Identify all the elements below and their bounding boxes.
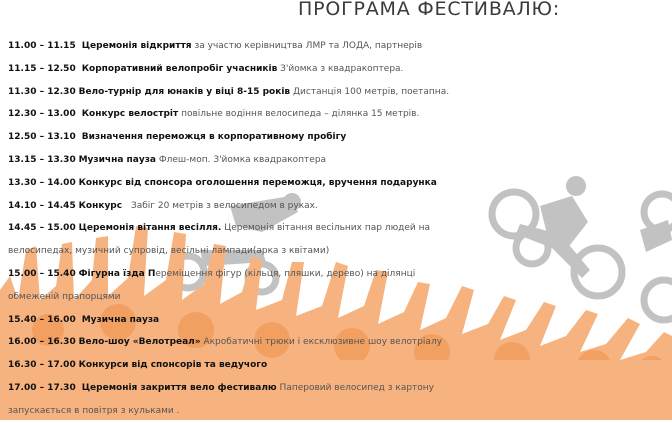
schedule-row: [8, 331, 668, 354]
row-event: Корпоративний велопробіг учасників: [81, 63, 278, 74]
row-event: Конкурс: [78, 200, 123, 211]
row-description: Церемонія вітання весільних пар людей на: [224, 223, 431, 234]
row-event: Музична пауза: [81, 314, 160, 325]
row-time: 11.15 – 12.50: [8, 63, 76, 74]
schedule-row: [8, 35, 668, 58]
row-event: Вело-шоу «Велотреал»: [78, 337, 201, 348]
schedule-row: [8, 172, 668, 195]
row-event: Музична пауза: [78, 154, 157, 165]
schedule-row: [8, 81, 668, 104]
schedule-row: [8, 217, 668, 240]
row-event: Конкурс від спонсора оголошення переможця, вручення подарунка: [78, 177, 437, 188]
row-time: 12.50 – 13.10: [8, 132, 76, 143]
schedule-row: [8, 126, 668, 149]
row-event: Конкурси від спонсорів та ведучого: [78, 360, 268, 371]
row-time: 11.30 – 12.30: [8, 86, 76, 97]
row-description: за участю керівництва ЛМР та ЛОДА, партнерів: [194, 41, 423, 51]
schedule-row: [8, 263, 668, 286]
row-description: обмеженій прапорцями: [8, 291, 121, 302]
festival-schedule: [8, 35, 668, 423]
row-description: З'йомка з квадракоптера.: [280, 63, 404, 74]
row-description: Флеш-моп. З'йомка квадракоптера: [158, 154, 327, 165]
row-event: Церемонія відкриття: [81, 41, 192, 51]
row-event: Церемонія закриття вело фестивалю: [81, 382, 277, 393]
row-description: запускається в повітря з кульками .: [8, 405, 180, 416]
row-description: Акробатичні трюки і ексклюзивне шоу велотріалу: [203, 337, 443, 348]
row-time: 12.30 – 13.00: [8, 109, 76, 120]
page-title: ПРОГРАМА ФЕСТИВАЛЮ:: [298, 0, 561, 20]
row-time: 13.30 – 14.00: [8, 177, 76, 188]
row-time: 13.15 – 13.30: [8, 154, 76, 165]
row-description: Паперовий велосипед з картону: [279, 382, 435, 393]
row-description: ереміщення фігур (кільця, пляшки, дерево) на ділянці: [155, 268, 416, 279]
schedule-row-continuation: [8, 240, 668, 263]
schedule-row: [8, 309, 668, 332]
row-event: Фігурна їзда П: [78, 268, 156, 279]
schedule-row: [8, 195, 668, 218]
row-time: 15.00 – 15.40: [8, 268, 76, 279]
row-time: 15.40 – 16.00: [8, 314, 76, 325]
schedule-row: [8, 377, 668, 400]
row-time: 16.30 – 17.00: [8, 360, 76, 371]
row-description: Дистанція 100 метрів, поетапна.: [293, 86, 450, 97]
row-event: Конкурс велострiт: [81, 109, 179, 120]
schedule-row-continuation: [8, 400, 668, 423]
row-time: 16.00 – 16.30: [8, 337, 76, 348]
schedule-row: [8, 149, 668, 172]
schedule-row: [8, 58, 668, 81]
row-event: Визначення переможця в корпоративному пробігу: [81, 132, 347, 143]
row-time: 17.00 – 17.30: [8, 382, 76, 393]
row-event: Вело-турнір для юнаків у віці 8-15 років: [78, 86, 291, 97]
row-event: Церемонія вітання весілля.: [78, 223, 222, 234]
row-time: 11.00 – 11.15: [8, 41, 76, 51]
schedule-row: [8, 103, 668, 126]
row-description: Забіг 20 метрів з велосипедом в руках.: [130, 200, 318, 211]
row-time: 14.10 – 14.45: [8, 200, 76, 211]
row-description: повільне водіння велосипеда – ділянка 15 метрів.: [181, 109, 420, 120]
schedule-row: [8, 354, 668, 377]
schedule-row-continuation: [8, 286, 668, 309]
row-time: 14.45 – 15.00: [8, 223, 76, 234]
row-description: велосипедах, музичний супровід, весільні лампади(арка з квітами): [8, 246, 330, 257]
